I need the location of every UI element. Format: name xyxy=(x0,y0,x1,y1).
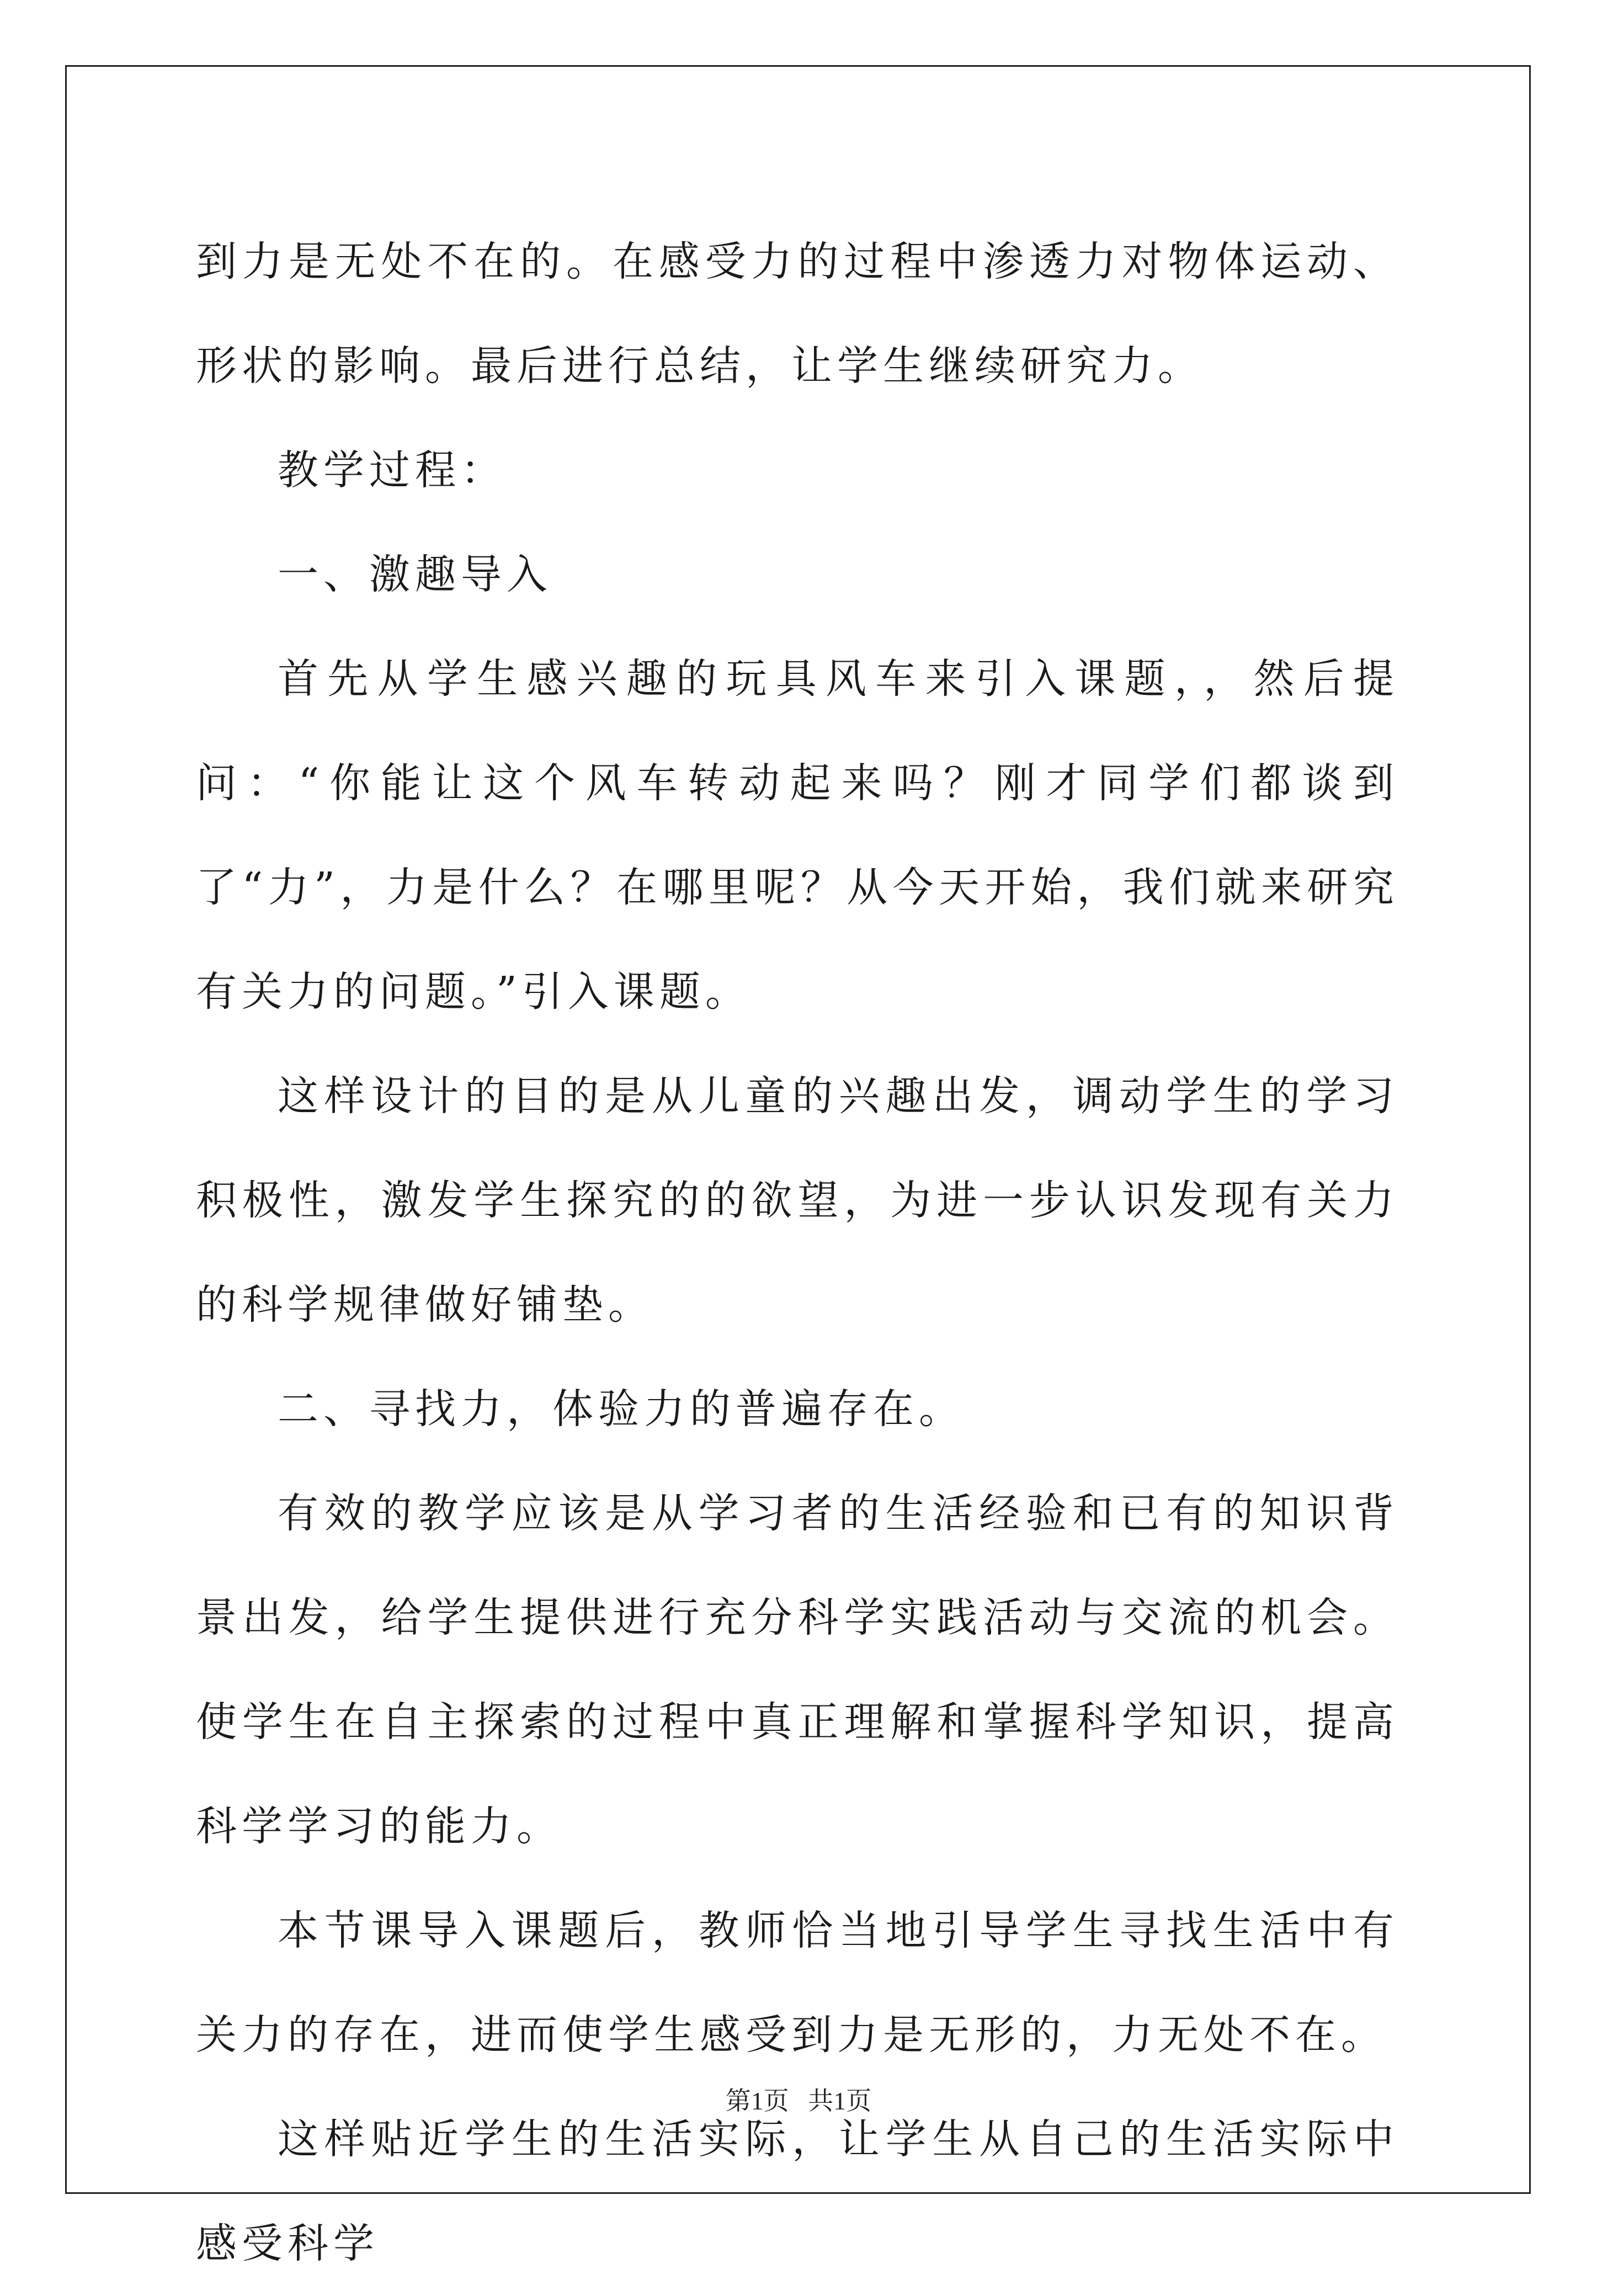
section-heading-teaching-process: 教学过程： xyxy=(278,447,507,494)
document-body xyxy=(196,210,1399,2296)
paragraph: 到力是无处不在的。在感受力的过程中渗透力对物体运动、形状的影响。最后进行总结，让学生继续研究力。 xyxy=(196,238,1399,390)
page-number-footer: 第1页 共1页 xyxy=(725,2087,872,2115)
section-heading-intro: 一、激趣导入 xyxy=(278,551,552,598)
paragraph: 本节课导入课题后，教师恰当地引导学生寻找生活中有关力的存在，进而使学生感受到力是无形的，力无处不在。 xyxy=(196,1907,1399,2059)
paragraph: 有效的教学应该是从学习者的生活经验和已有的知识背景出发，给学生提供进行充分科学实践活动与交流的机会。使学生在自主探索的过程中真正理解和掌握科学知识，提高科学学习的能力。 xyxy=(196,1490,1399,1850)
paragraph: 这样设计的目的是从儿童的兴趣出发，调动学生的学习积极性，激发学生探究的的欲望，为进一步认识发现有关力的科学规律做好铺垫。 xyxy=(196,1072,1399,1328)
paragraph: 首先从学生感兴趣的玩具风车来引入课题，，然后提问：“你能让这个风车转动起来吗？刚才同学们都谈到了“力”，力是什么？在哪里呢？从今天开始，我们就来研究有关力的问题。”引入课题。 xyxy=(196,655,1399,1016)
section-heading-find-force: 二、寻找力，体验力的普遍存在。 xyxy=(278,1385,965,1433)
paragraph: 这样贴近学生的生活实际，让学生从自己的生活实际中感受科学 xyxy=(196,2116,1399,2267)
